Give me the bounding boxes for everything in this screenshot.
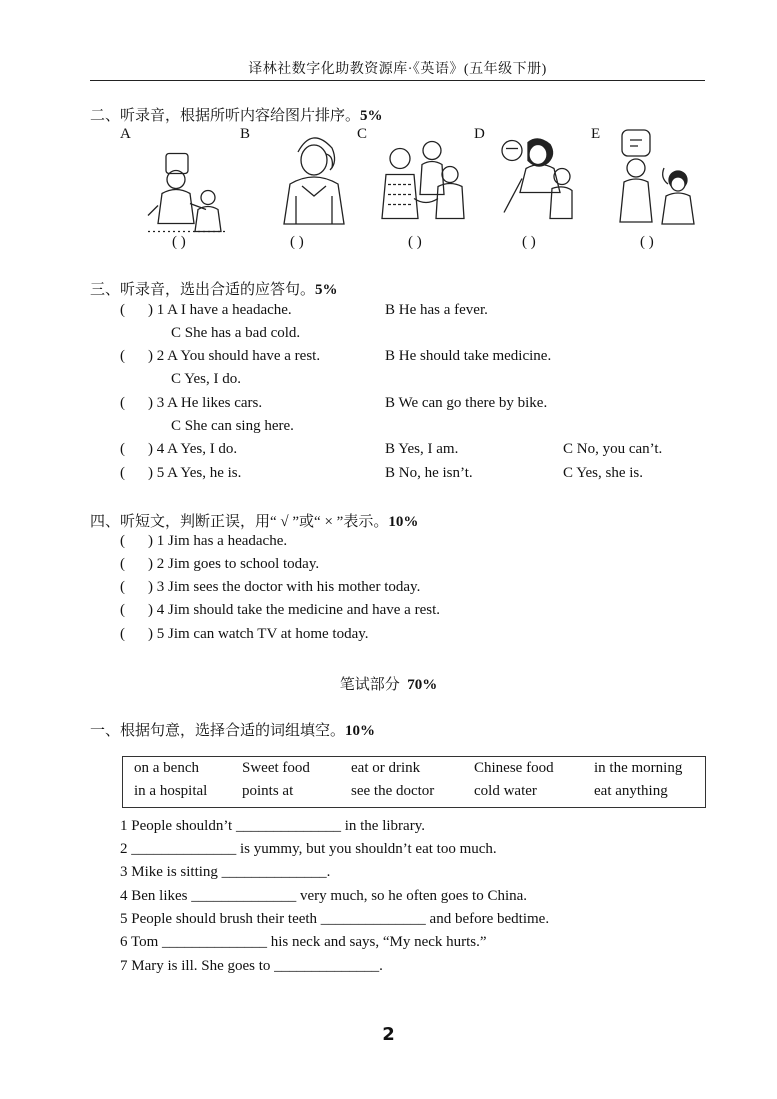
written-part-label: 笔试部分 — [339, 677, 400, 693]
s3-q1-paren[interactable]: ( — [120, 302, 125, 318]
s4-q1-statement: ) 1 Jim has a headache. — [148, 533, 288, 549]
woman-on-phone-illustration — [268, 124, 360, 229]
written-part-heading — [0, 673, 777, 694]
s4-q5-paren[interactable]: ( — [120, 626, 125, 642]
picture-e-answer-blank[interactable]: ( ) — [640, 234, 654, 250]
s3-q4-option-c: C No, you can’t. — [563, 441, 663, 457]
s3-q3-option-a: ) 3 A He likes cars. — [148, 395, 263, 411]
s3-q3-option-c: C She can sing here. — [171, 418, 294, 434]
section3-title: 三、听录音，选出合适的应答句。 — [90, 282, 316, 298]
s3-q5-option-b: B No, he isn’t. — [385, 465, 473, 481]
picture-a-answer-blank[interactable]: ( ) — [172, 234, 186, 250]
s3-q2-option-a: ) 2 A You should have a rest. — [148, 348, 321, 364]
s4-q4-statement: ) 4 Jim should take the medicine and have a rest. — [148, 602, 440, 618]
s3-q3-option-b: B We can go there by bike. — [385, 395, 548, 411]
s3-q4-option-b: B Yes, I am. — [385, 441, 459, 457]
section1-title: 一、根据句意，选择合适的词组填空。 — [90, 723, 346, 739]
s1-sentence-5[interactable]: 5 People should brush their teeth ______________ and before bedtime. — [120, 911, 550, 927]
word-bank-phrase: Sweet food — [242, 760, 310, 776]
word-bank-phrase: in a hospital — [134, 783, 208, 799]
s1-sentence-6[interactable]: 6 Tom ______________ his neck and says, “My neck hurts.” — [120, 934, 487, 950]
picture-letter-b: B — [240, 126, 251, 142]
section2-title: 二、听录音，根据所听内容给图片排序。 — [90, 108, 361, 124]
picture-letter-c: C — [357, 126, 368, 142]
picture-letter-e: E — [591, 126, 601, 142]
section4-score: 10% — [388, 514, 419, 530]
page-number: 2 — [382, 1024, 395, 1045]
section4-heading — [90, 510, 418, 531]
boy-thinking-illustration — [612, 124, 704, 229]
s3-q5-option-a: ) 5 A Yes, he is. — [148, 465, 242, 481]
section4-title: 四、听短文，判断正误，用“ √ ”或“ × ”表示。 — [90, 514, 389, 530]
s4-q3-paren[interactable]: ( — [120, 579, 125, 595]
section3-heading — [90, 278, 338, 299]
word-bank-phrase: eat or drink — [351, 760, 421, 776]
picture-letter-d: D — [474, 126, 485, 142]
picture-letter-a: A — [120, 126, 131, 142]
picture-b-answer-blank[interactable]: ( ) — [290, 234, 304, 250]
s3-q2-option-b: B He should take medicine. — [385, 348, 552, 364]
section1-score: 10% — [345, 723, 376, 739]
s3-q3-paren[interactable]: ( — [120, 395, 125, 411]
s4-q2-paren[interactable]: ( — [120, 556, 125, 572]
s3-q2-option-c: C Yes, I do. — [171, 371, 242, 387]
word-bank-phrase: eat anything — [594, 783, 668, 799]
s1-sentence-3[interactable]: 3 Mike is sitting ______________. — [120, 864, 331, 880]
header-rule — [90, 80, 705, 81]
s4-q1-paren[interactable]: ( — [120, 533, 125, 549]
word-bank-phrase: in the morning — [594, 760, 683, 776]
word-bank-phrase: points at — [242, 783, 294, 799]
word-bank-phrase: Chinese food — [474, 760, 554, 776]
word-bank-phrase: on a bench — [134, 760, 199, 776]
girl-with-medicine-illustration — [492, 126, 584, 231]
word-bank-phrase: cold water — [474, 783, 537, 799]
s4-q3-statement: ) 3 Jim sees the doctor with his mother today. — [148, 579, 421, 595]
section3-score: 5% — [315, 282, 338, 298]
page-header: 译林社数字化助教资源库·《英语》(五年级下册) — [248, 62, 547, 77]
s3-q4-option-a: ) 4 A Yes, I do. — [148, 441, 238, 457]
s3-q5-option-c: C Yes, she is. — [563, 465, 644, 481]
s3-q4-paren[interactable]: ( — [120, 441, 125, 457]
s3-q5-paren[interactable]: ( — [120, 465, 125, 481]
s4-q5-statement: ) 5 Jim can watch TV at home today. — [148, 626, 369, 642]
picture-d-answer-blank[interactable]: ( ) — [522, 234, 536, 250]
word-bank-phrase: see the doctor — [351, 783, 435, 799]
children-group-illustration — [378, 126, 470, 231]
section2-heading — [90, 104, 383, 125]
s1-sentence-7[interactable]: 7 Mary is ill. She goes to ______________. — [120, 958, 383, 974]
written-part-score: 70% — [407, 677, 438, 693]
s1-sentence-1[interactable]: 1 People shouldn’t ______________ in the library. — [120, 818, 425, 834]
section2-score: 5% — [360, 108, 383, 124]
s3-q1-option-c: C She has a bad cold. — [171, 325, 301, 341]
doctor-patient-illustration — [138, 138, 230, 243]
s3-q1-option-a: ) 1 A I have a headache. — [148, 302, 292, 318]
section1-heading — [90, 719, 375, 740]
s3-q2-paren[interactable]: ( — [120, 348, 125, 364]
s4-q4-paren[interactable]: ( — [120, 602, 125, 618]
picture-c-answer-blank[interactable]: ( ) — [408, 234, 422, 250]
s3-q1-option-b: B He has a fever. — [385, 302, 488, 318]
s1-sentence-4[interactable]: 4 Ben likes ______________ very much, so he often goes to China. — [120, 888, 528, 904]
s4-q2-statement: ) 2 Jim goes to school today. — [148, 556, 320, 572]
s1-sentence-2[interactable]: 2 ______________ is yummy, but you shouldn’t eat too much. — [120, 841, 497, 857]
